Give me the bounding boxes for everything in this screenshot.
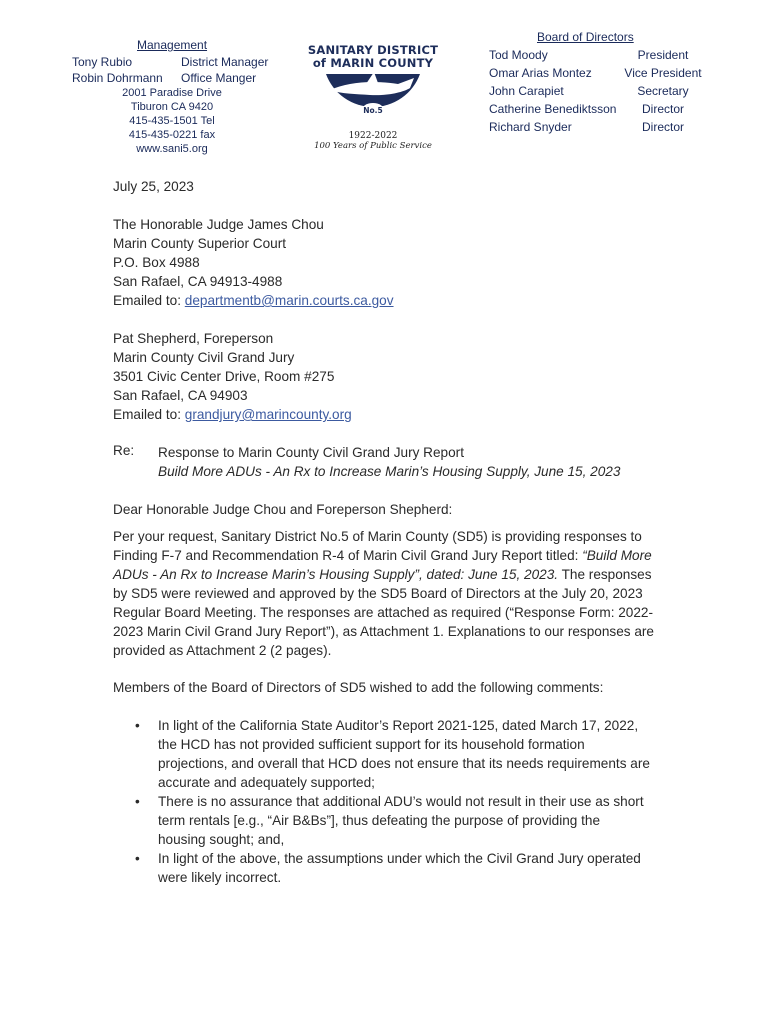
shark-emblem-icon [318,70,428,130]
manager-name: Tony Rubio [72,55,133,69]
logo-line-2: of MARIN COUNTY [312,56,434,70]
paragraph-1 [113,527,673,660]
board-member-role: President [637,48,689,62]
para-text: The responses [558,567,652,582]
website-link[interactable]: www.sani5.org [136,143,208,155]
para-text: Finding F-7 and Recommendation R-4 of Marin Civil Grand Jury Report titled: [113,548,583,563]
board-member-name: Catherine Benediktsson [489,102,617,116]
email-label: Emailed to: [113,407,185,422]
recipient-judge-address [113,215,673,310]
address-line: 3501 Civic Center Drive, Room #275 [113,369,335,384]
re-line-1: Response to Marin County Civil Grand Jury Report [158,445,464,460]
address-line: San Rafael, CA 94913-4988 [113,274,283,289]
bullet-line: term rentals [e.g., “Air B&Bs”], thus defeating the purpose of providing the [158,813,601,828]
jury-email-link[interactable]: grandjury@marincounty.org [184,407,352,422]
para-line: Per your request, Sanitary District No.5 of Marin County (SD5) is providing responses to [113,529,642,544]
address-line: Marin County Civil Grand Jury [113,350,295,365]
management-row-2 [0,71,300,87]
management-row-1 [0,55,300,71]
manager-title: District Manager [181,55,269,69]
bullet-icon: • [135,851,140,866]
management-heading: Management [137,38,208,52]
logo-line-1: SANITARY DISTRICT [307,43,439,57]
board-member-role: Secretary [637,84,689,98]
bullet-line: projections, and overall that HCD does not ensure that its needs requirements are [158,756,650,771]
logo-badge: No.5 [363,106,383,115]
para-line: provided as Attachment 2 (2 pages). [113,643,332,658]
district-address [92,86,252,156]
bullet-icon: • [135,794,140,809]
board-member-role: Vice President [624,66,702,80]
report-title-italic: “Build More [582,548,652,563]
para-line [113,565,673,584]
email-line [113,405,673,424]
phone-number: 415-435-1501 Tel [129,115,215,127]
list-item [135,792,665,849]
address-street: 2001 Paradise Drive [122,87,222,99]
recipient-jury-address [113,329,673,424]
address-line: San Rafael, CA 94903 [113,388,248,403]
bullet-line: the HCD has not provided sufficient support for its household formation [158,737,585,752]
address-line: P.O. Box 4988 [113,255,200,270]
bullet-line: housing sought; and, [158,832,285,847]
para-line: by SD5 were reviewed and approved by the SD5 Board of Directors at the July 20, 2023 [113,586,643,601]
bullet-line: were likely incorrect. [158,870,282,885]
office-manager-name: Robin Dohrmann [72,71,163,85]
address-city: Tiburon CA 9420 [130,101,214,113]
re-line-2: Build More ADUs - An Rx to Increase Marin’s Housing Supply, June 15, 2023 [158,464,621,479]
address-line: Pat Shepherd, Foreperson [113,331,274,346]
re-subject [158,443,620,481]
district-logo [300,44,446,151]
para-line [113,546,673,565]
address-line: The Honorable Judge James Chou [113,217,324,232]
judge-email-link[interactable]: departmentb@marin.courts.ca.gov [184,293,394,308]
letter-date: July 25, 2023 [113,179,194,194]
office-manager-title: Office Manger [181,71,257,85]
bullet-line: There is no assurance that additional ADU’s would not result in their use as short [158,794,644,809]
re-label: Re: [113,443,135,458]
bullet-line: accurate and adequately supported; [158,775,375,790]
list-item [135,849,665,887]
address-line: Marin County Superior Court [113,236,287,251]
bullet-icon: • [135,718,140,733]
logo-tagline: 100 Years of Public Service [314,141,432,151]
board-member-name: John Carapiet [489,84,564,98]
board-heading: Board of Directors [537,30,634,44]
bullet-line: In light of the California State Auditor’s Report 2021-125, dated March 17, 2022, [158,718,639,733]
report-title-italic: ADUs - An Rx to Increase Marin’s Housing Supply”, dated: June 15, 2023. [113,567,559,582]
para-line: 2023 Marin Civil Grand Jury Report”), as Attachment 1. Explanations to our responses are [113,624,654,639]
fax-number: 415-435-0221 fax [128,129,216,141]
email-label: Emailed to: [113,293,185,308]
board-member-name: Tod Moody [489,48,548,62]
list-item [135,716,665,792]
board-member-name: Omar Arias Montez [489,66,592,80]
salutation: Dear Honorable Judge Chou and Foreperson Shepherd: [113,502,453,517]
board-member-name: Richard Snyder [489,120,572,134]
board-member-role: Director [641,120,684,134]
para-line: Regular Board Meeting. The responses are attached as required (“Response Form: 2022- [113,605,654,620]
board-member-role: Director [641,102,684,116]
comment-list [135,716,665,887]
bullet-line: In light of the above, the assumptions under which the Civil Grand Jury operated [158,851,641,866]
paragraph-2: Members of the Board of Directors of SD5 wished to add the following comments: [113,680,604,695]
email-line [113,291,673,310]
logo-years: 1922-2022 [348,131,398,141]
